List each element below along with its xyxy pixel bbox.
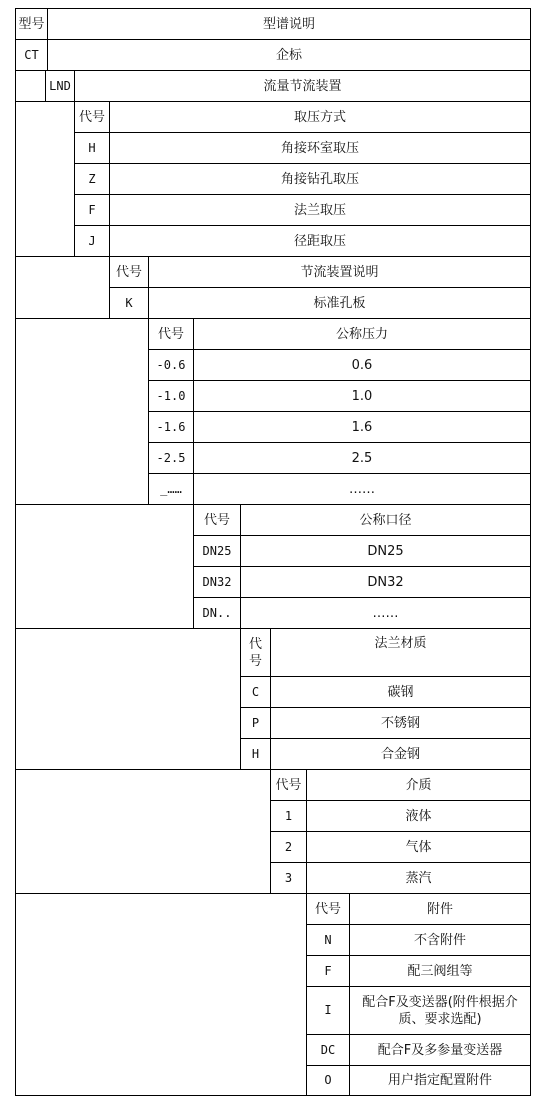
section-4-row-value: 碳钢: [387, 684, 414, 700]
section-6-row-value: 配合F及多参量变送器: [377, 1042, 503, 1058]
column-divider: [15, 8, 16, 1096]
section-3-row-code: DN32: [202, 574, 232, 589]
section-5-row-code: 1: [284, 808, 293, 823]
section-5-row-value: 蒸汽: [405, 870, 432, 886]
section-6-code-header: 代号: [314, 901, 341, 917]
section-0-row-code: J: [88, 233, 96, 248]
section-6-row-value: 不含附件: [413, 932, 466, 948]
section-2-title: 公称压力: [335, 326, 388, 342]
section-2-row-value: 2.5: [351, 450, 373, 466]
section-5-row-value: 气体: [405, 839, 432, 855]
section-2-row-code: -1.6: [156, 419, 186, 434]
section-3-row-value: DN25: [367, 543, 404, 559]
section-5-row-code: 3: [284, 870, 293, 885]
section-0-row-value: 角接环室取压: [280, 140, 359, 156]
section-6-row-code: I: [324, 1003, 332, 1017]
product-code: LND: [49, 78, 71, 93]
section-3-row-value: DN32: [367, 574, 404, 590]
section-2-row-code: -1.0: [156, 388, 186, 403]
section-0-row-code: F: [88, 202, 96, 217]
section-3-row-value: ……: [372, 605, 399, 621]
section-6-title: 附件: [426, 901, 453, 917]
section-6-row-value: 用户指定配置附件: [387, 1073, 492, 1088]
section-3-title: 公称口径: [359, 512, 412, 528]
section-2-row-value: 0.6: [351, 357, 373, 373]
section-3-row-code: DN..: [202, 605, 232, 620]
section-6-row-code: F: [324, 963, 332, 978]
section-4-row-code: P: [251, 715, 260, 730]
section-6-row-code: O: [324, 1073, 332, 1087]
section-4-code-header: 代 号: [248, 636, 262, 669]
section-5-row-value: 液体: [405, 808, 432, 824]
section-0-row-code: Z: [88, 171, 96, 186]
series-code: CT: [24, 47, 39, 62]
section-2-row-code: _……: [160, 481, 182, 496]
column-divider: [530, 8, 531, 1096]
section-0-title: 取压方式: [293, 109, 346, 125]
section-4-row-code: C: [251, 684, 260, 699]
section-5-title: 介质: [405, 777, 432, 793]
series-name: 企标: [275, 47, 302, 63]
section-5-code-header: 代号: [275, 777, 302, 793]
model-label: 型号: [18, 16, 45, 32]
section-0-row-value: 法兰取压: [293, 202, 346, 218]
product-name: 流量节流装置: [263, 78, 342, 94]
section-2-row-code: -2.5: [156, 450, 186, 465]
section-4-row-value: 不锈钢: [380, 715, 420, 731]
section-6-row-code: N: [324, 932, 332, 947]
section-2-row-code: -0.6: [156, 357, 186, 372]
section-1-title: 节流装置说明: [300, 264, 379, 280]
section-1-row-value: 标准孔板: [313, 295, 366, 311]
model-title: 型谱说明: [262, 16, 315, 32]
section-5-row-code: 2: [284, 839, 293, 854]
section-0-row-value: 角接钻孔取压: [280, 171, 359, 187]
row-divider: [15, 1095, 531, 1096]
section-1-code-header: 代号: [115, 264, 142, 280]
section-3-code-header: 代号: [203, 512, 230, 528]
section-6-row-value: 配三阀组等: [407, 963, 473, 979]
section-4-row-code: H: [251, 746, 260, 761]
section-2-row-value: 1.0: [351, 388, 373, 404]
section-2-row-value: 1.6: [351, 419, 373, 435]
section-1-row-code: K: [125, 295, 133, 310]
section-0-row-code: H: [88, 140, 96, 155]
section-2-row-value: ……: [349, 481, 375, 497]
section-6-row-code: DC: [320, 1042, 336, 1057]
section-3-row-code: DN25: [202, 543, 232, 558]
section-4-row-value: 合金钢: [380, 746, 420, 762]
section-0-row-value: 径距取压: [293, 233, 346, 249]
section-4-title: 法兰材质: [374, 636, 427, 651]
section-6-row-value: 配合F及变送器(附件根据介质、要求选配): [362, 994, 518, 1027]
section-2-code-header: 代号: [157, 326, 184, 342]
section-0-code-header: 代号: [78, 109, 105, 125]
